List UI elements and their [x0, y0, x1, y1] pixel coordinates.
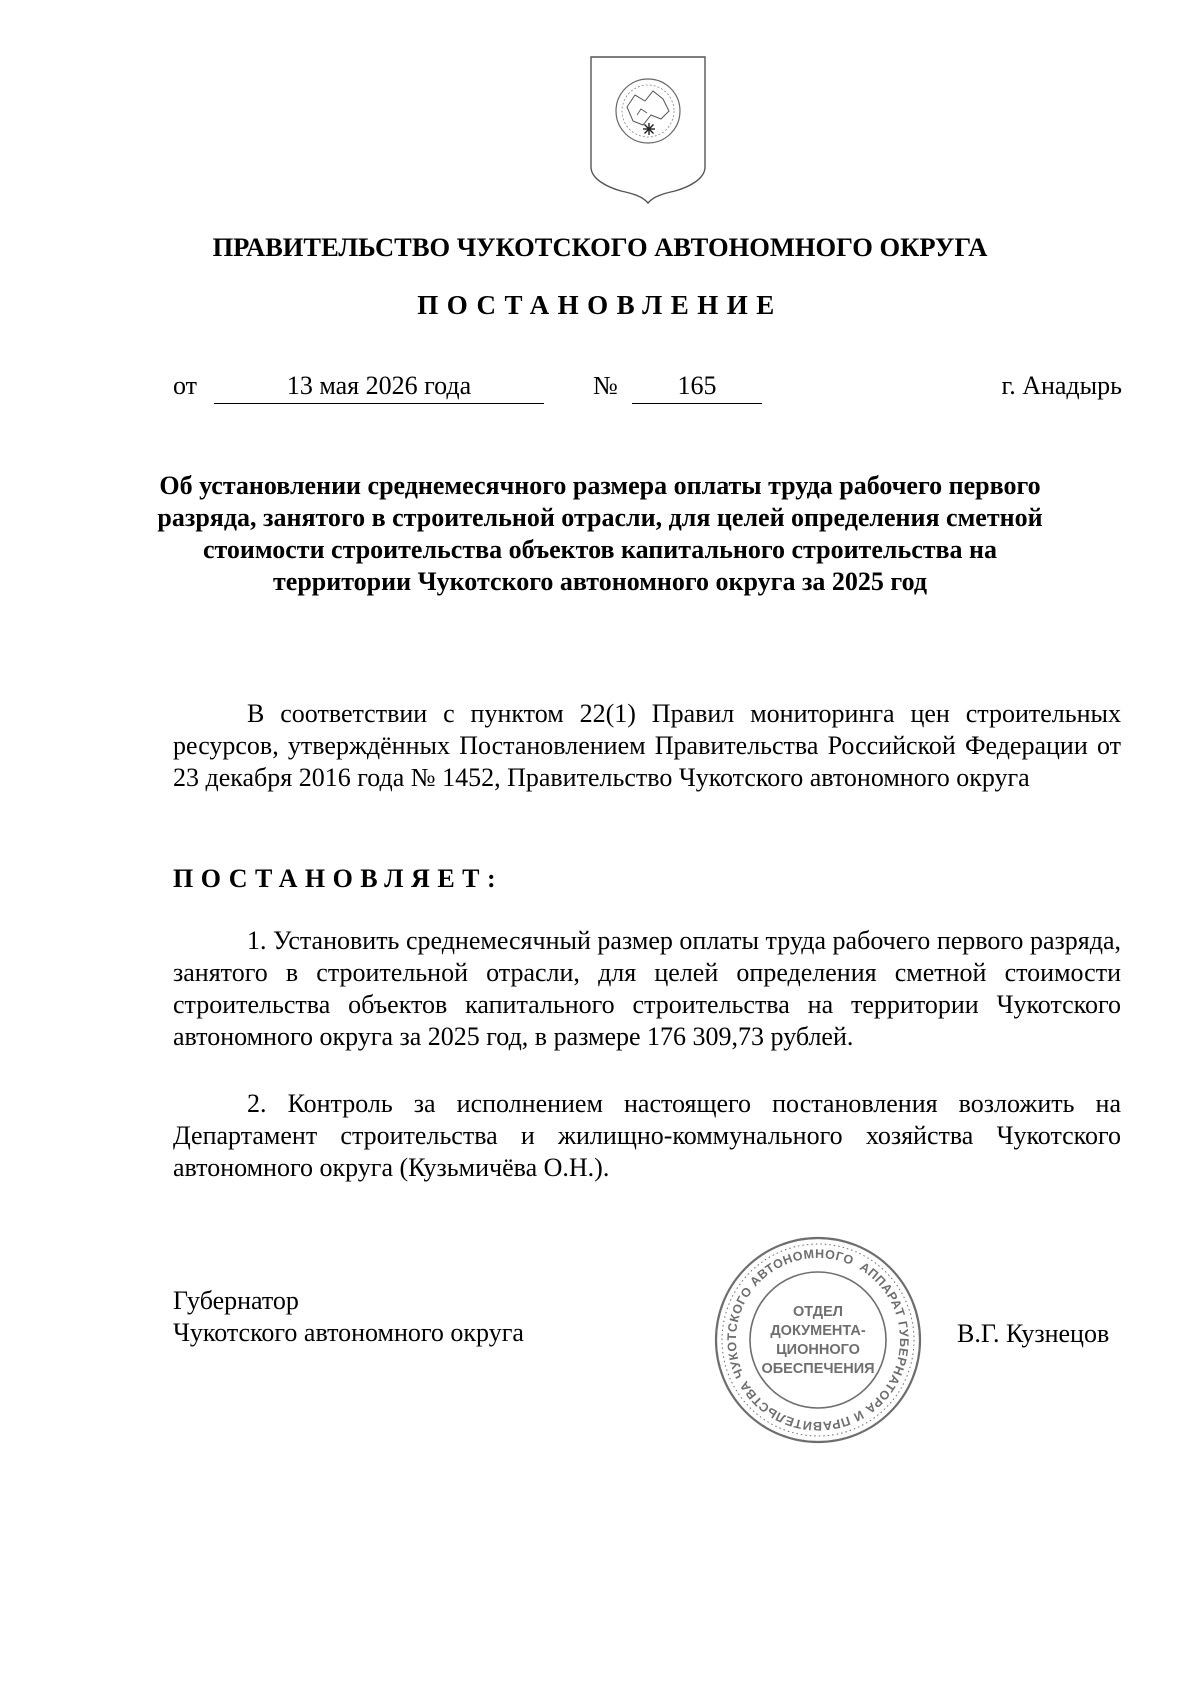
- resolves-heading: ПОСТАНОВЛЯЕТ:: [173, 864, 504, 893]
- stamp-center-line-1: ОТДЕЛ: [793, 1304, 843, 1320]
- signatory-title-line-2: Чукотского автономного округа: [173, 1318, 524, 1347]
- document-type: ПОСТАНОВЛЕНИЕ: [417, 290, 783, 320]
- official-seal-stamp: [712, 1234, 924, 1446]
- svg-text:АППАРАТ ГУБЕРНАТОРА И ПРАВИТЕЛ: [712, 1234, 924, 1446]
- resolution-item-1: 1. Установить среднемесячный размер оплаты труда рабочего первого разряда, занятого в строительной отрасли, для целей определения сметной стоимости строительства объектов капитального строительства на территории Чукотского автономного округа за 2025 год, в размере 176 309,73 рублей.: [173, 926, 1121, 1051]
- signatory-name: В.Г. Кузнецов: [957, 1319, 1110, 1348]
- number-label: №: [593, 371, 618, 400]
- document-date: 13 мая 2026 года: [214, 369, 544, 404]
- stamp-center-line-4: ОБЕСПЕЧЕНИЯ: [761, 1361, 875, 1377]
- signatory-title-line-1: Губернатор: [173, 1286, 299, 1315]
- document-subject: Об установлении среднемесячного размера оплаты труда рабочего первого разряда, занятого в строительной отрасли, для целей определения сметной стоимости строительства объектов капитального строительства на территории Чукотского автономного округа за 2025 год: [157, 471, 1043, 596]
- document-number: 165: [632, 369, 762, 404]
- date-label: от: [173, 371, 198, 400]
- stamp-center-line-2: ДОКУМЕНТА-: [770, 1323, 866, 1339]
- coat-of-arms-icon: [589, 55, 707, 205]
- stamp-center-line-3: ЦИОННОГО: [776, 1342, 860, 1358]
- document-city: г. Анадырь: [1001, 371, 1122, 400]
- stamp-ring-text: АППАРАТ ГУБЕРНАТОРА И ПРАВИТЕЛЬСТВА ЧУКОТСКОГО АВТОНОМНОГО: [724, 1246, 912, 1434]
- preamble-paragraph: В соответствии с пунктом 22(1) Правил мониторинга цен строительных ресурсов, утверждённых Постановлением Правительства Российской Федерации от 23 декабря 2016 года № 1452, Правительство Чукотского автономного округа: [173, 699, 1121, 792]
- resolution-item-2: 2. Контроль за исполнением настоящего постановления возложить на Департамент строительства и жилищно-коммунального хозяйства Чукотского автономного округа (Кузьмичёва О.Н.).: [173, 1089, 1121, 1182]
- signatory-title: [173, 1285, 524, 1349]
- document-meta-row: [0, 369, 1200, 409]
- organization-title: ПРАВИТЕЛЬСТВО ЧУКОТСКОГО АВТОНОМНОГО ОКРУГА: [212, 232, 988, 262]
